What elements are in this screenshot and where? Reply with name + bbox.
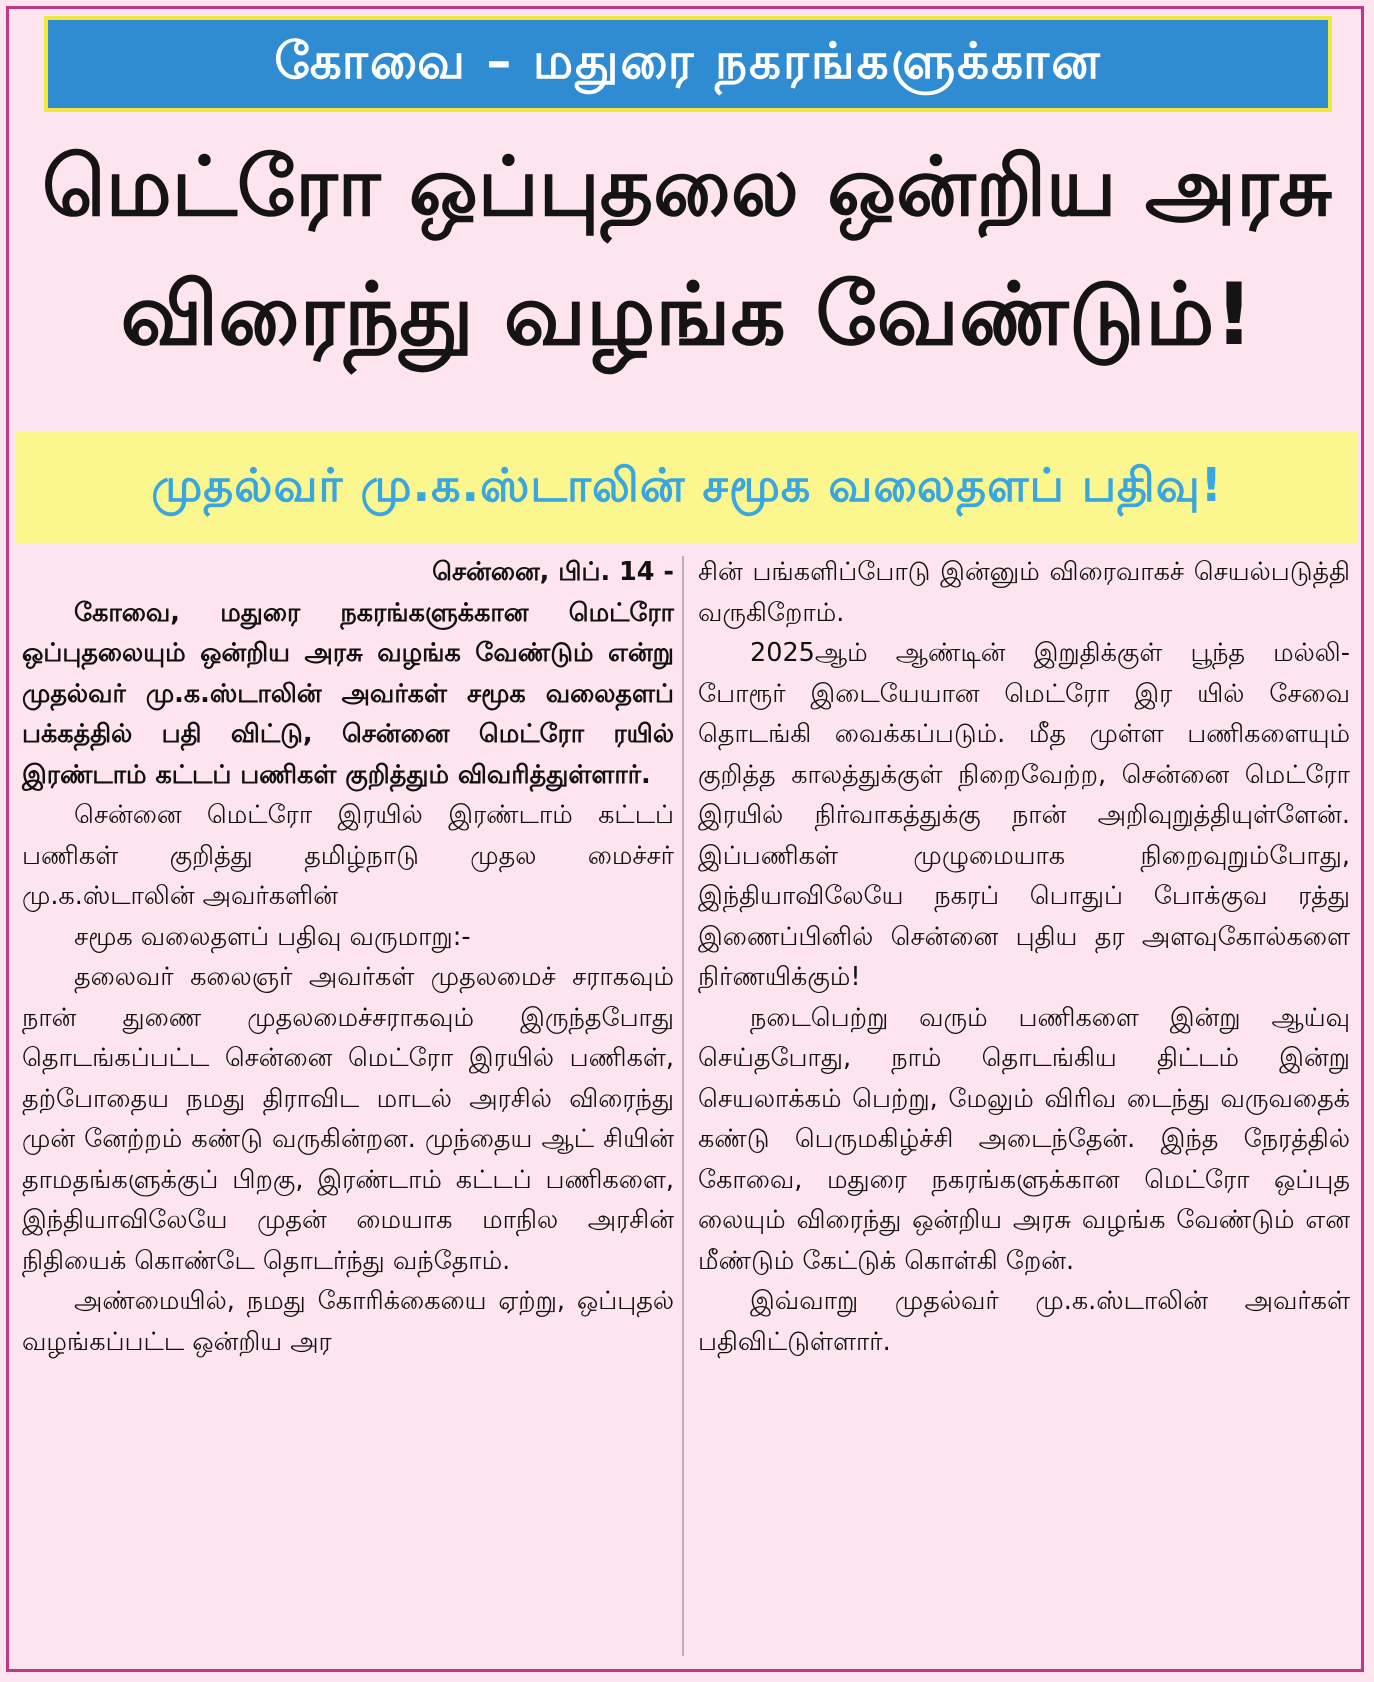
kicker-banner <box>44 16 1332 112</box>
paragraph: 2025ஆம் ஆண்டின் இறுதிக்குள் பூந்த மல்லி-போரூர் இடையேயான மெட்ரோ இர யில் சேவை தொடங்கி வைக்கப்படும். மீத முள்ள பணிகளையும் குறித்த காலத்துக்குள் நிறைவேற்ற, சென்னை மெட்ரோ இரயில் நிர்வாகத்துக்கு நான் அறிவுறுத்தியுள்ளேன். இப்பணிகள் முழுமையாக நிறைவுறும்போது, இந்தியாவிலேயே நகரப் பொதுப் போக்குவ ரத்து இணைப்பினில் சென்னை புதிய தர அளவுகோல்களை நிர்ணயிக்கும்! <box>698 638 1350 992</box>
lead-paragraph: கோவை, மதுரை நகரங்களுக்கான மெட்ரோ ஒப்புதலையும் ஒன்றிய அரசு வழங்க வேண்டும் என்று முதல்வர் மு.க.ஸ்டாலின் அவர்கள் சமூக வலைதளப் பக்கத்தில் பதி விட்டு, சென்னை மெட்ரோ ரயில் இரண்டாம் கட்டப் பணிகள் குறித்தும் விவரித்துள்ளார். <box>22 597 674 790</box>
article-column-right <box>698 552 1350 1362</box>
paragraph: நடைபெற்று வரும் பணிகளை இன்று ஆய்வு செய்தபோது, நாம் தொடங்கிய திட்டம் இன்று செயலாக்கம் பெற்று, மேலும் விரிவ டைந்து வருவதைக் கண்டு பெருமகிழ்ச்சி அடைந்தேன். இந்த நேரத்தில் கோவை, மதுரை நகரங்களுக்கான மெட்ரோ ஒப்புத லையும் விரைந்து ஒன்றிய அரசு வழங்க வேண்டும் என மீண்டும் கேட்டுக் கொள்கி றேன். <box>698 1002 1350 1276</box>
paragraph: தலைவர் கலைஞர் அவர்கள் முதலமைச் சராகவும் நான் துணை முதலமைச்சராகவும் இருந்தபோது தொடங்கப்பட்ட சென்னை மெட்ரோ இரயில் பணிகள், தற்போதைய நமது திராவிட மாடல் அரசில் விரைந்து முன் னேற்றம் கண்டு வருகின்றன. முந்தைய ஆட் சியின் தாமதங்களுக்குப் பிறகு, இரண்டாம் கட்டப் பணிகளை, இந்தியாவிலேயே முதன் மையாக மாநில அரசின் நிதியைக் கொண்டே தொடர்ந்து வந்தோம். <box>22 962 674 1276</box>
paragraph: சென்னை மெட்ரோ இரயில் இரண்டாம் கட்டப் பணிகள் குறித்து தமிழ்நாடு முதல மைச்சர் மு.க.ஸ்டாலின் அவர்களின் <box>22 800 674 911</box>
subhead-text: முதல்வர் மு.க.ஸ்டாலின் சமூக வலைதளப் பதிவு! <box>151 457 1223 512</box>
headline-line-2: விரைந்து வழங்க வேண்டும்! <box>120 265 1254 365</box>
dateline: சென்னை, பிப். 14 - <box>432 557 674 587</box>
paragraph: சின் பங்களிப்போடு இன்னும் விரைவாகச் செயல்படுத்தி வருகிறோம். <box>698 557 1350 628</box>
paragraph: அண்மையில், நமது கோரிக்கையை ஏற்று, ஒப்புதல் வழங்கப்பட்ட ஒன்றிய அர <box>22 1286 674 1357</box>
subhead-banner <box>16 432 1358 544</box>
paragraph: சமூக வலைதளப் பதிவு வருமாறு:- <box>74 921 471 952</box>
headline-line-1: மெட்ரோ ஒப்புதலை ஒன்றிய அரசு <box>41 140 1333 235</box>
article-column-left <box>22 552 674 1362</box>
closing-paragraph: இவ்வாறு முதல்வர் மு.க.ஸ்டாலின் அவர்கள் பதிவிட்டுள்ளார். <box>698 1286 1350 1357</box>
column-divider <box>682 556 684 1656</box>
kicker-text: கோவை – மதுரை நகரங்களுக்கான <box>274 31 1102 90</box>
